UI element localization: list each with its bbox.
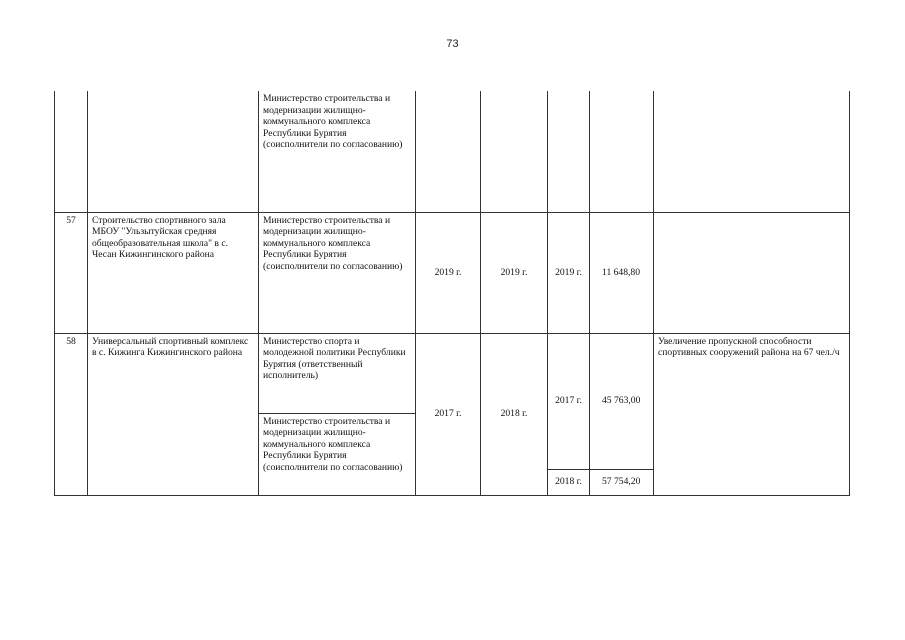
cell-executor: Министерство строительства и модернизации жилищно-коммунального комплекса Республики Бурятия (соисполнители по согласованию) <box>259 212 416 333</box>
cell-result <box>654 212 850 333</box>
cell-amount: 57 754,20 <box>590 469 654 495</box>
cell-name <box>88 91 259 212</box>
cell-amount: 45 763,00 <box>590 333 654 469</box>
cell-amount <box>590 91 654 212</box>
cell-end <box>481 91 548 212</box>
cell-num: 58 <box>55 333 88 495</box>
cell-result <box>654 91 850 212</box>
cell-num <box>55 91 88 212</box>
table-row-continuation <box>55 91 850 212</box>
cell-start <box>416 91 481 212</box>
cell-name: Строительство спортивного зала МБОУ "Ульзытуйская средняя общеобразовательная школа" в с. Чесан Кижингинского района <box>88 212 259 333</box>
page-number: 73 <box>446 38 459 50</box>
cell-year <box>548 91 590 212</box>
cell-num: 57 <box>55 212 88 333</box>
program-table <box>54 91 850 496</box>
cell-name: Универсальный спортивный комплекс в с. Кижинга Кижингинского района <box>88 333 259 495</box>
cell-executor-responsible: Министерство спорта и молодежной политики Республики Бурятия (ответственный исполнитель) <box>259 333 416 413</box>
cell-executor-coexecutor: Министерство строительства и модернизации жилищно-коммунального комплекса Республики Бурятия (соисполнители по согласованию) <box>259 413 416 495</box>
cell-amount: 11 648,80 <box>590 212 654 333</box>
table-row-57 <box>55 212 850 333</box>
cell-year: 2019 г. <box>548 212 590 333</box>
cell-end: 2018 г. <box>481 333 548 495</box>
cell-end: 2019 г. <box>481 212 548 333</box>
table-row-58 <box>55 333 850 413</box>
cell-start: 2017 г. <box>416 333 481 495</box>
cell-year: 2017 г. <box>548 333 590 469</box>
cell-year: 2018 г. <box>548 469 590 495</box>
cell-start: 2019 г. <box>416 212 481 333</box>
cell-result: Увеличение пропускной способности спортивных сооружений района на 67 чел./ч <box>654 333 850 495</box>
cell-executor: Министерство строительства и модернизации жилищно-коммунального комплекса Республики Бурятия (соисполнители по согласованию) <box>259 91 416 212</box>
